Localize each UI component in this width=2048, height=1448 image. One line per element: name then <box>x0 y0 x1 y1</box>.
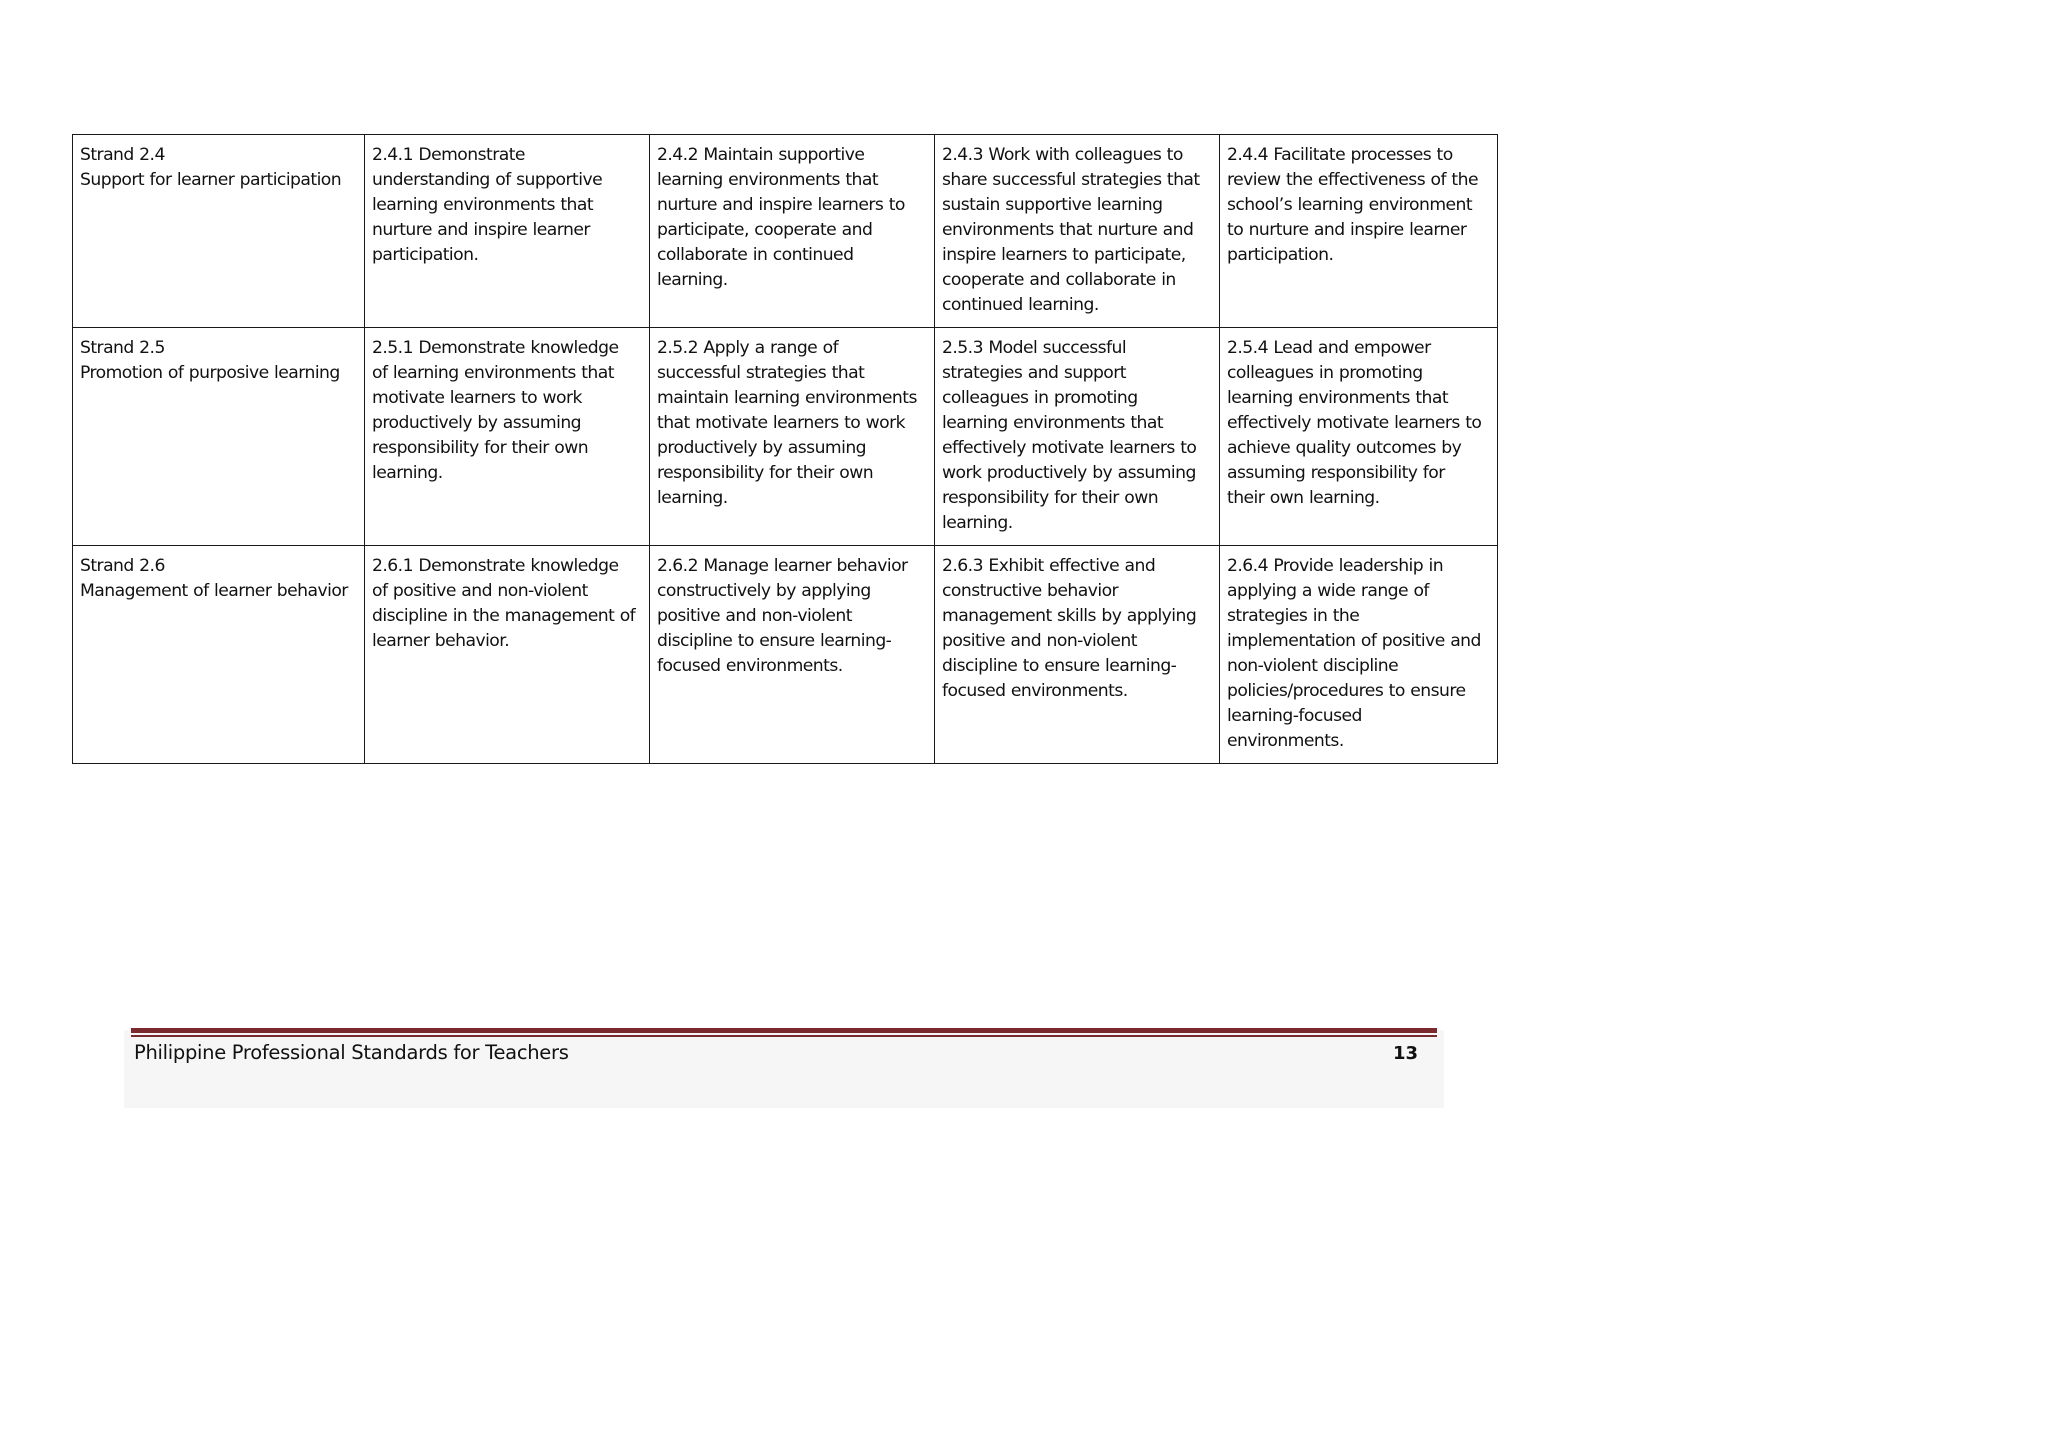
indicator-cell: 2.4.2 Maintain supportive learning environments that nurture and inspire learners to participate, cooperate and collaborate in continued learning. <box>650 135 935 328</box>
strand-cell: Strand 2.5 Promotion of purposive learning <box>73 328 365 546</box>
indicator-cell: 2.6.2 Manage learner behavior constructively by applying positive and non-violent discipline to ensure learning- focused environments. <box>650 546 935 764</box>
table-row-strand-2-4 <box>73 135 1498 328</box>
indicator-cell: 2.6.1 Demonstrate knowledge of positive and non-violent discipline in the management of learner behavior. <box>365 546 650 764</box>
indicator-cell: 2.5.3 Model successful strategies and support colleagues in promoting learning environments that effectively motivate learners to work productively by assuming responsibility for their own learning. <box>935 328 1220 546</box>
page-number: 13 <box>1393 1043 1419 1064</box>
indicator-cell: 2.5.1 Demonstrate knowledge of learning environments that motivate learners to work productively by assuming responsibility for their own learning. <box>365 328 650 546</box>
table-row-strand-2-6 <box>73 546 1498 764</box>
indicator-cell: 2.6.4 Provide leadership in applying a wide range of strategies in the implementation of positive and non-violent discipline policies/procedures to ensure learning-focused environments. <box>1220 546 1498 764</box>
footer-rule-thin <box>131 1035 1437 1037</box>
indicator-cell: 2.6.3 Exhibit effective and constructive behavior management skills by applying positive and non-violent discipline to ensure learning- focused environments. <box>935 546 1220 764</box>
indicator-cell: 2.4.3 Work with colleagues to share successful strategies that sustain supportive learning environments that nurture and inspire learners to participate, cooperate and collaborate in continued learning. <box>935 135 1220 328</box>
indicator-cell: 2.4.1 Demonstrate understanding of supportive learning environments that nurture and inspire learner participation. <box>365 135 650 328</box>
strand-cell: Strand 2.4 Support for learner participation <box>73 135 365 328</box>
indicator-cell: 2.4.4 Facilitate processes to review the effectiveness of the school’s learning environment to nurture and inspire learner participation. <box>1220 135 1498 328</box>
strand-cell: Strand 2.6 Management of learner behavior <box>73 546 365 764</box>
standards-table <box>72 134 1498 764</box>
footer-rule-thick <box>131 1028 1437 1033</box>
indicator-cell: 2.5.4 Lead and empower colleagues in promoting learning environments that effectively motivate learners to achieve quality outcomes by assuming responsibility for their own learning. <box>1220 328 1498 546</box>
table-row-strand-2-5 <box>73 328 1498 546</box>
footer-title: Philippine Professional Standards for Teachers <box>134 1041 569 1064</box>
indicator-cell: 2.5.2 Apply a range of successful strategies that maintain learning environments that motivate learners to work productively by assuming responsibility for their own learning. <box>650 328 935 546</box>
